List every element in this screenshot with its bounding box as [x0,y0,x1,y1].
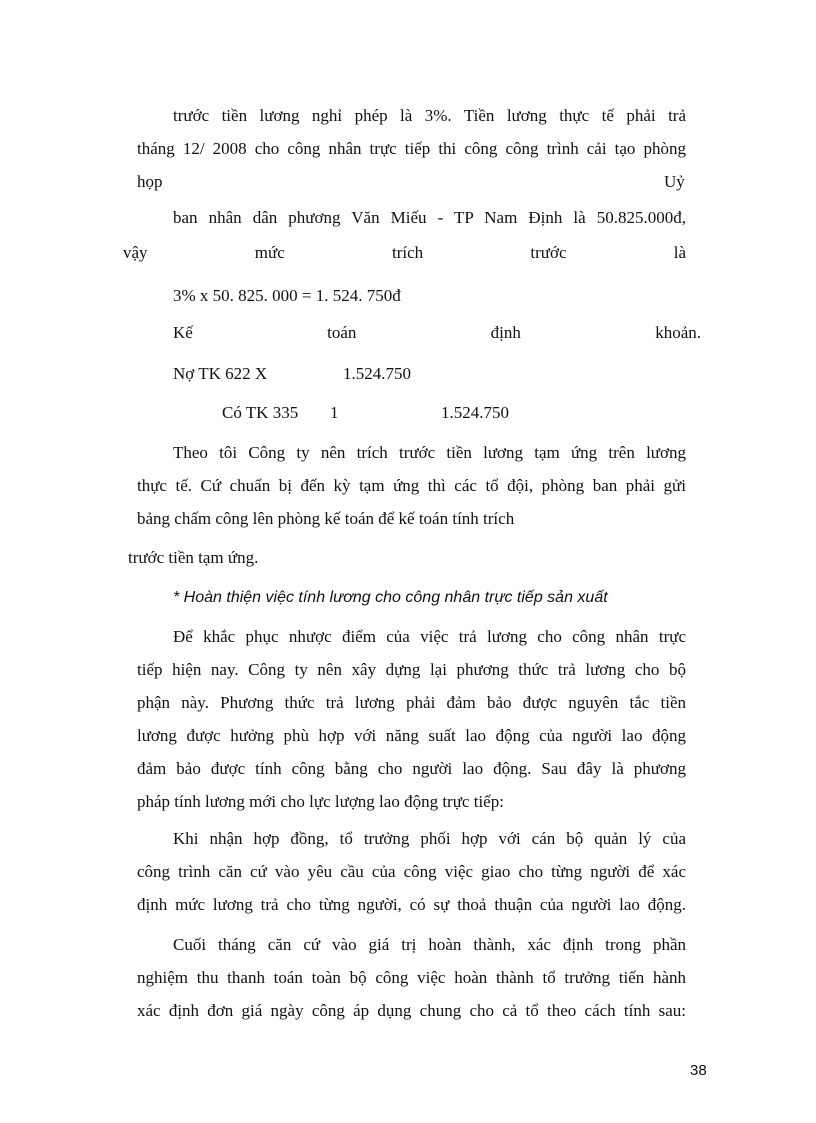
text-line: nghiệm thu thanh toán toàn bộ công việc hoàn thành tổ trưởng tiến hành [137,968,686,987]
text-line: tiếp hiện nay. Công ty nên xây dựng lại phương thức trả lương cho bộ [137,660,686,679]
text-line: trước tiền tạm ứng. [128,548,259,567]
text-line: Khi nhận hợp đồng, tổ trưởng phối hợp với cán bộ quản lý của [173,829,686,848]
text-line: họp [137,172,163,191]
text-line: pháp tính lương mới cho lực lượng lao động trực tiếp: [137,792,504,811]
text-line: Theo tôi Công ty nên trích trước tiền lương tạm ứng trên lương [173,443,686,462]
text-line: Có TK 335 [222,403,299,422]
text-line: Cuối tháng căn cứ vào giá trị hoàn thành, xác định trong phần [173,935,686,954]
text-line: Uỷ [664,172,685,191]
text-line: 3% x 50. 825. 000 = 1. 524. 750đ [173,286,401,305]
text-line: 1.524.750 [441,403,509,422]
text-line: lương được hưởng phù hợp với năng suất lao động của người lao động [137,726,686,745]
text-line: bảng chấm công lên phòng kế toán để kế toán tính trích [137,509,515,528]
text-line: định mức lương trả cho từng người, có sự thoả thuận của người lao động. [137,895,686,914]
text-line: Để khắc phục nhược điểm của việc trả lương cho công nhân trực [173,627,686,646]
page-number: 38 [690,1062,707,1079]
text-line: tháng 12/ 2008 cho công nhân trực tiếp thi công công trình cải tạo phòng [137,139,686,158]
text-line: 1.524.750 [343,364,411,383]
text-line: phận này. Phương thức trả lương phải đảm bảo được nguyên tắc tiền [137,693,686,712]
text-line: công trình căn cứ vào yêu cầu của công việc giao cho từng người để xác [137,862,686,881]
text-line: đảm bảo được tính công bằng cho người lao động. Sau đây là phương [137,759,686,778]
text-line: xác định đơn giá ngày công áp dụng chung cho cả tổ theo cách tính sau: [137,1001,686,1020]
text-line: thực tế. Cứ chuẩn bị đến kỳ tạm ứng thì các tổ đội, phòng ban phải gửi [137,476,686,495]
text-line: ban nhân dân phương Văn Miếu - TP Nam Định là 50.825.000đ, [173,208,686,227]
text-line: Kế toán định khoản. [173,323,701,342]
text-line: 1 [330,403,339,422]
section-heading: * Hoàn thiện việc tính lương cho công nhân trực tiếp sản xuất [173,589,608,606]
text-line: vậy mức trích trước là [123,243,686,262]
text-line: Nợ TK 622 X [173,364,268,383]
text-line: trước tiền lương nghỉ phép là 3%. Tiền lương thực tế phải trả [173,106,686,125]
